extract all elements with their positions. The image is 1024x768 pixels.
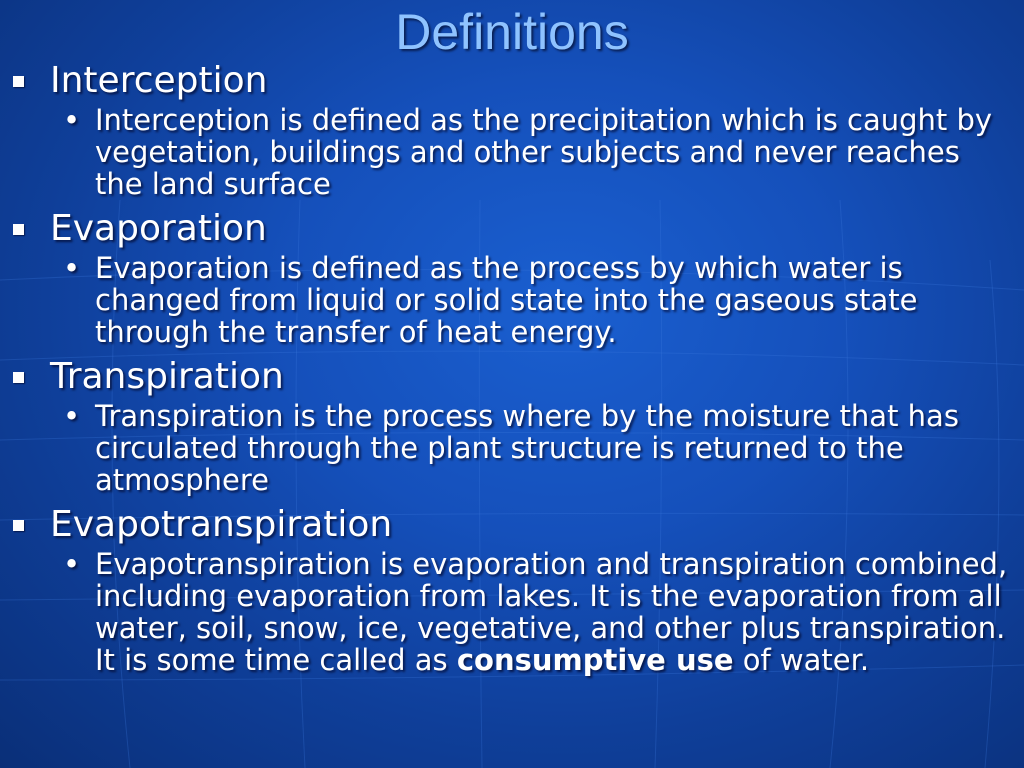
heading-text: Evapotranspiration [50, 504, 393, 545]
heading-text: Transpiration [50, 356, 284, 397]
bold-term: consumptive use [456, 643, 734, 677]
sub-bullet-text: Transpiration is the process where by the moisture that has circulated through the plant structure is returned to the atmosphere [95, 399, 959, 497]
square-bullet-icon [13, 76, 24, 87]
section-interception [0, 60, 1024, 200]
section-transpiration [0, 356, 1024, 496]
sub-bullet-text: Interception is defined as the precipitation which is caught by vegetation, buildings and other subjects and never reaches the land surface [95, 103, 993, 201]
text-before: Evapotranspiration is evaporation and transpiration combined, including evaporation from lakes. It is the evaporation from all water, soil, snow, ice, vegetative, and other plus transpiration. It is some time called as [95, 547, 1008, 677]
heading-text: Evaporation [50, 208, 267, 249]
dot-bullet-icon: • [63, 103, 81, 137]
sub-bullet [0, 400, 1024, 496]
sub-bullet [0, 104, 1024, 200]
sub-bullet [0, 252, 1024, 348]
square-bullet-icon [13, 372, 24, 383]
sub-bullet-text: Evaporation is defined as the process by which water is changed from liquid or solid state into the gaseous state through the transfer of heat energy. [95, 251, 918, 349]
section-evaporation [0, 208, 1024, 348]
slide-body [0, 60, 1024, 676]
sub-bullet [0, 548, 1024, 676]
heading-text: Interception [50, 60, 268, 101]
sub-bullet-text [95, 547, 1007, 677]
dot-bullet-icon: • [63, 547, 81, 581]
bullet-heading [0, 356, 1024, 400]
bullet-heading [0, 208, 1024, 252]
dot-bullet-icon: • [63, 251, 81, 285]
text-after: of water. [733, 643, 870, 677]
bullet-heading [0, 60, 1024, 104]
dot-bullet-icon: • [63, 399, 81, 433]
slide-title: Definitions [395, 4, 629, 60]
bullet-heading [0, 504, 1024, 548]
square-bullet-icon [13, 520, 24, 531]
section-evapotranspiration [0, 504, 1024, 676]
square-bullet-icon [13, 224, 24, 235]
